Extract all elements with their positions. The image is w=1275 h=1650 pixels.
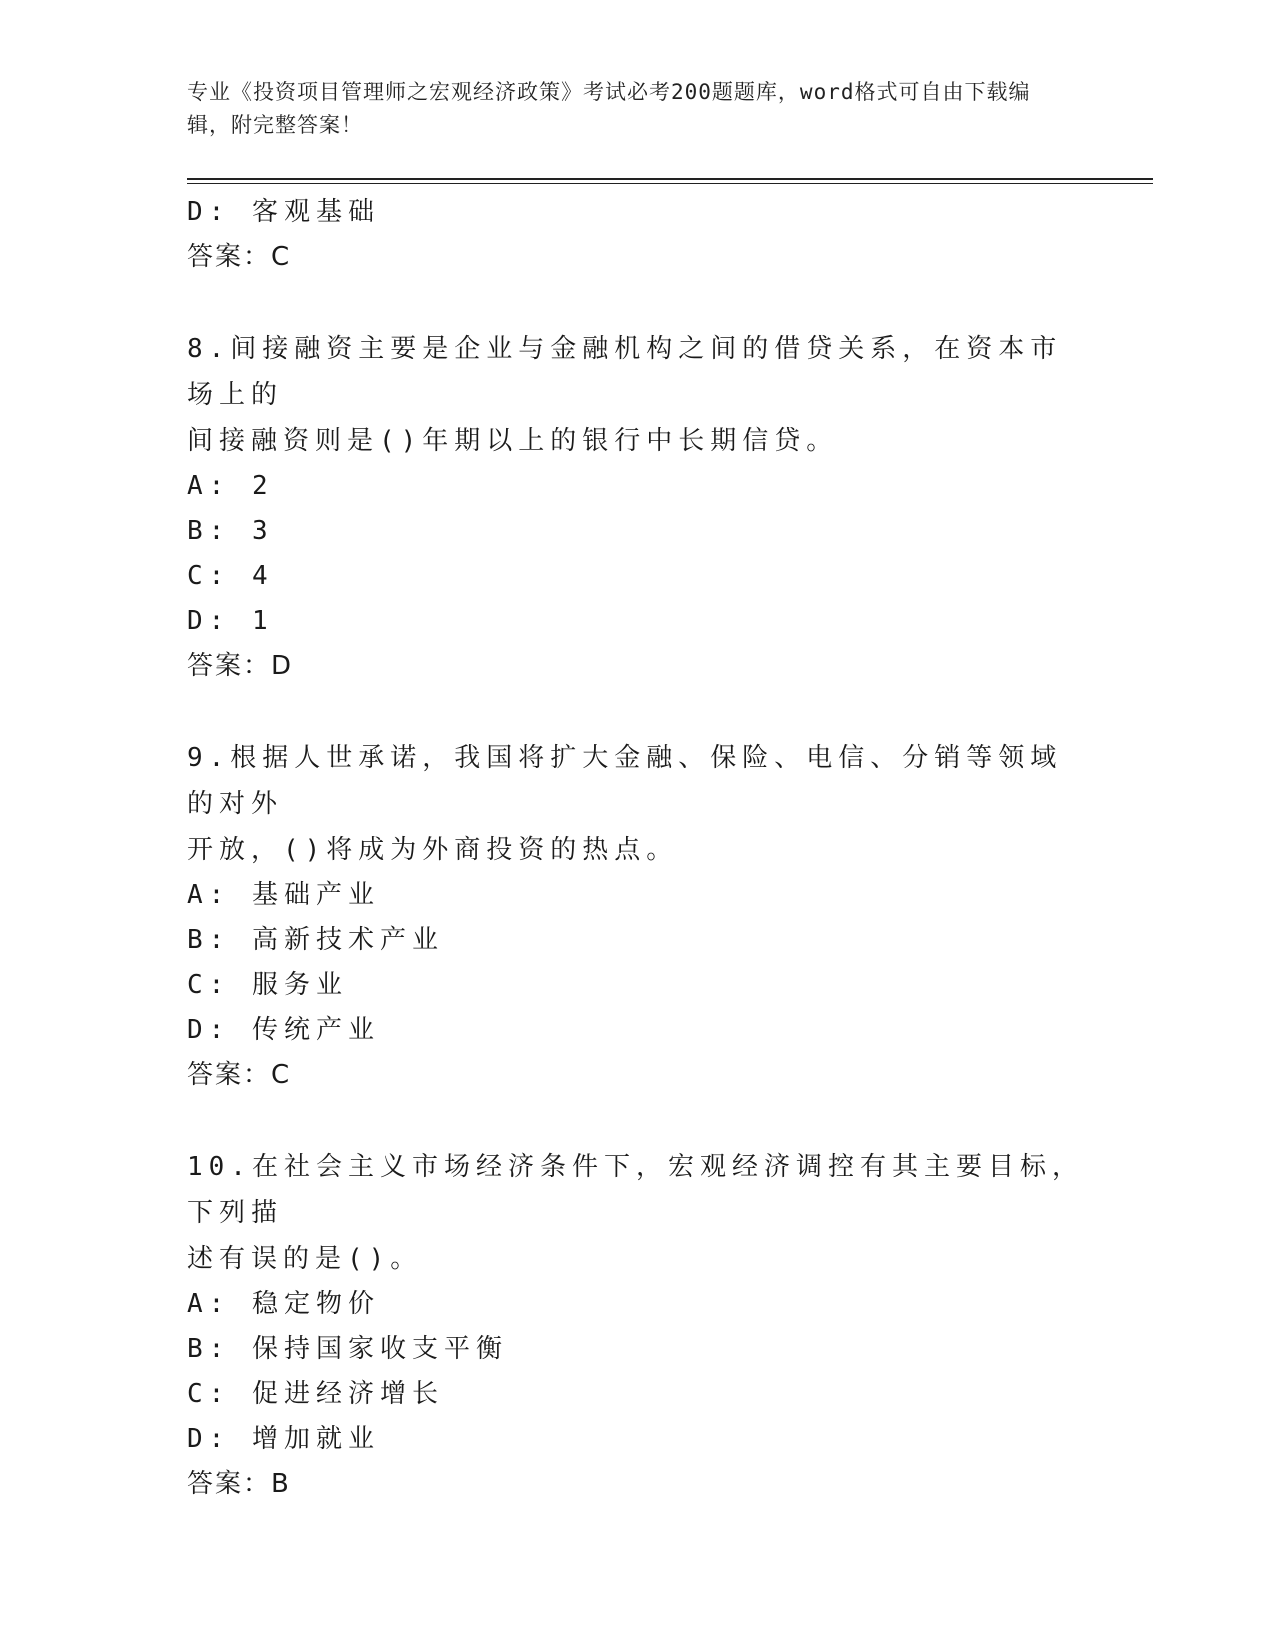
- answer: 答案：C: [187, 1060, 292, 1090]
- question-content: [187, 190, 1087, 1507]
- option-d: D: 1: [187, 606, 274, 636]
- question-line: 间接融资则是()年期以上的银行中长期信贷。: [187, 426, 839, 456]
- spacer: [187, 689, 1087, 735]
- option-c: C: 4: [187, 561, 274, 591]
- header-rule-thin: [187, 183, 1153, 184]
- option-b: B: 高新技术产业: [187, 925, 444, 955]
- header-rule-thick: [187, 178, 1153, 180]
- question-line: 述有误的是()。: [187, 1244, 423, 1274]
- option-a: A: 稳定物价: [187, 1289, 380, 1319]
- answer: 答案：B: [187, 1469, 291, 1499]
- question-block: [187, 735, 1087, 1098]
- question-line: 8.间接融资主要是企业与金融机构之间的借贷关系，在资本市场上的: [187, 334, 1063, 410]
- question-line: 10.在社会主义市场经济条件下，宏观经济调控有其主要目标，下列描: [187, 1152, 1084, 1228]
- option-b: B: 3: [187, 516, 274, 546]
- option-d: D: 传统产业: [187, 1015, 380, 1045]
- option-d: D: 增加就业: [187, 1424, 380, 1454]
- question-block: [187, 326, 1087, 689]
- option-a: A: 2: [187, 471, 274, 501]
- question-line: 9.根据人世承诺，我国将扩大金融、保险、电信、分销等领域的对外: [187, 743, 1063, 819]
- answer: 答案：D: [187, 651, 294, 681]
- spacer: [187, 1098, 1087, 1144]
- document-header: 专业《投资项目管理师之宏观经济政策》考试必考200题题库，word格式可自由下载编辑，附完整答案！: [187, 80, 1031, 137]
- spacer: [187, 280, 1087, 326]
- option-b: B: 保持国家收支平衡: [187, 1334, 508, 1364]
- option-c: C: 服务业: [187, 970, 348, 1000]
- option-d: D: 客观基础: [187, 197, 380, 227]
- option-c: C: 促进经济增长: [187, 1379, 444, 1409]
- option-a: A: 基础产业: [187, 880, 380, 910]
- question-block: [187, 1144, 1087, 1507]
- question-line: 开放，()将成为外商投资的热点。: [187, 835, 679, 865]
- answer: 答案：C: [187, 242, 292, 272]
